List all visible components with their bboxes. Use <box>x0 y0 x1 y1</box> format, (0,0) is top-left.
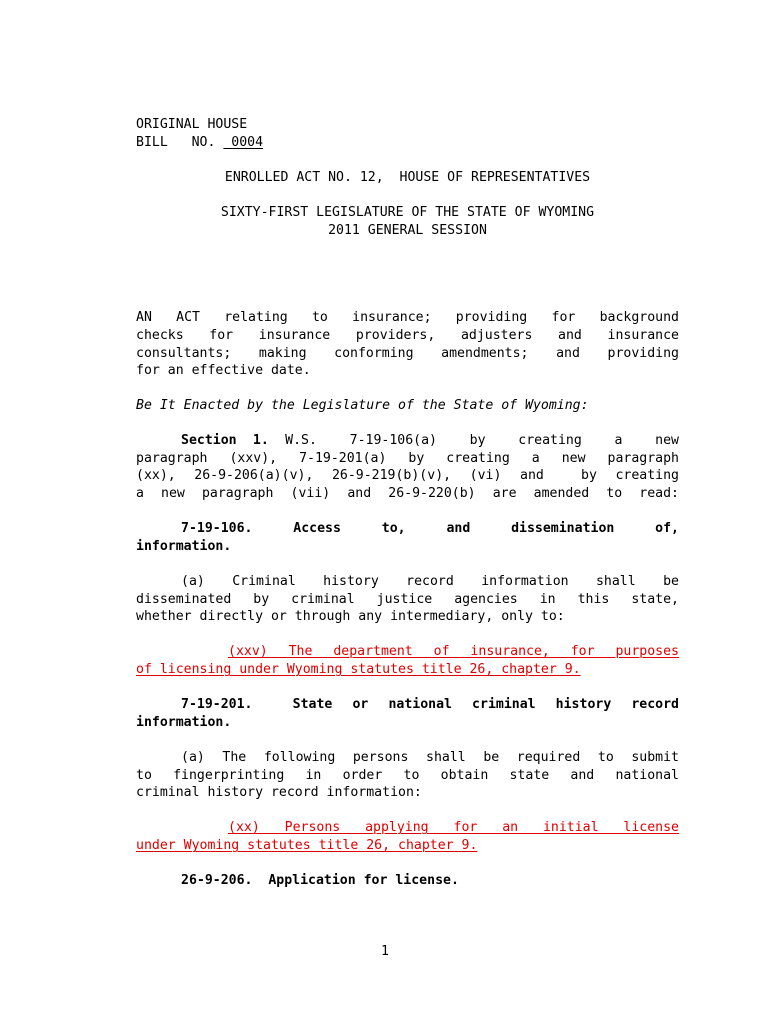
section-heading-7-19-106: 7-19-106. Access to, and dissemination of, <box>181 521 679 536</box>
section-heading-7-19-201-cont: information. <box>136 715 232 730</box>
subsection-text: disseminated by criminal justice agencies in this state, <box>136 592 679 607</box>
enacting-clause: Be It Enacted by the Legislature of the State of Wyoming: <box>136 398 589 413</box>
subsection-text: criminal history record information: <box>136 785 422 800</box>
amendment-text: under Wyoming statutes title 26, chapter 9. <box>136 838 478 853</box>
amendment-text: (xx) Persons applying for an initial license <box>228 820 679 835</box>
section1-line <box>181 432 679 450</box>
subsection-text: to fingerprinting in order to obtain state and national <box>136 768 679 783</box>
bill-number: 0004 <box>223 135 264 150</box>
section1-line: paragraph (xxv), 7-19-201(a) by creating a new paragraph <box>136 451 679 466</box>
amendment-text: of licensing under Wyoming statutes title 26, chapter 9. <box>136 662 581 677</box>
act-title-line: AN ACT relating to insurance; providing for background <box>136 310 679 325</box>
header-original-house: ORIGINAL HOUSE <box>136 117 248 132</box>
section1-line: a new paragraph (vii) and 26-9-220(b) are amended to read: <box>136 486 679 501</box>
subsection-text: whether directly or through any intermediary, only to: <box>136 609 565 624</box>
act-title-line: consultants; making conforming amendments; and providing <box>136 346 679 361</box>
section1-line: (xx), 26-9-206(a)(v), 26-9-219(b)(v), (vi) and by creating <box>136 468 679 483</box>
act-title-line: for an effective date. <box>136 363 311 378</box>
subsection-text: (a) The following persons shall be required to submit <box>181 750 679 765</box>
act-title-line: checks for insurance providers, adjusters and insurance <box>136 328 679 343</box>
enrolled-act-line: ENROLLED ACT NO. 12, HOUSE OF REPRESENTATIVES <box>224 170 591 185</box>
section-heading-26-9-206: 26-9-206. Application for license. <box>181 873 459 888</box>
legislature-line: SIXTY-FIRST LEGISLATURE OF THE STATE OF WYOMING <box>220 205 595 220</box>
section-heading-7-19-106-cont: information. <box>136 539 232 554</box>
bill-label: BILL NO. <box>136 135 224 150</box>
header-bill-number-line <box>136 134 679 152</box>
session-line: 2011 GENERAL SESSION <box>328 223 487 238</box>
amendment-text: (xxv) The department of insurance, for purposes <box>228 644 679 659</box>
section1-text: W.S. 7-19-106(a) by creating a new <box>268 433 679 448</box>
subsection-text: (a) Criminal history record information shall be <box>181 574 679 589</box>
section-heading-7-19-201: 7-19-201. State or national criminal history record <box>181 697 679 712</box>
section1-heading: Section 1. <box>181 433 269 448</box>
page-number: 1 <box>381 944 389 959</box>
